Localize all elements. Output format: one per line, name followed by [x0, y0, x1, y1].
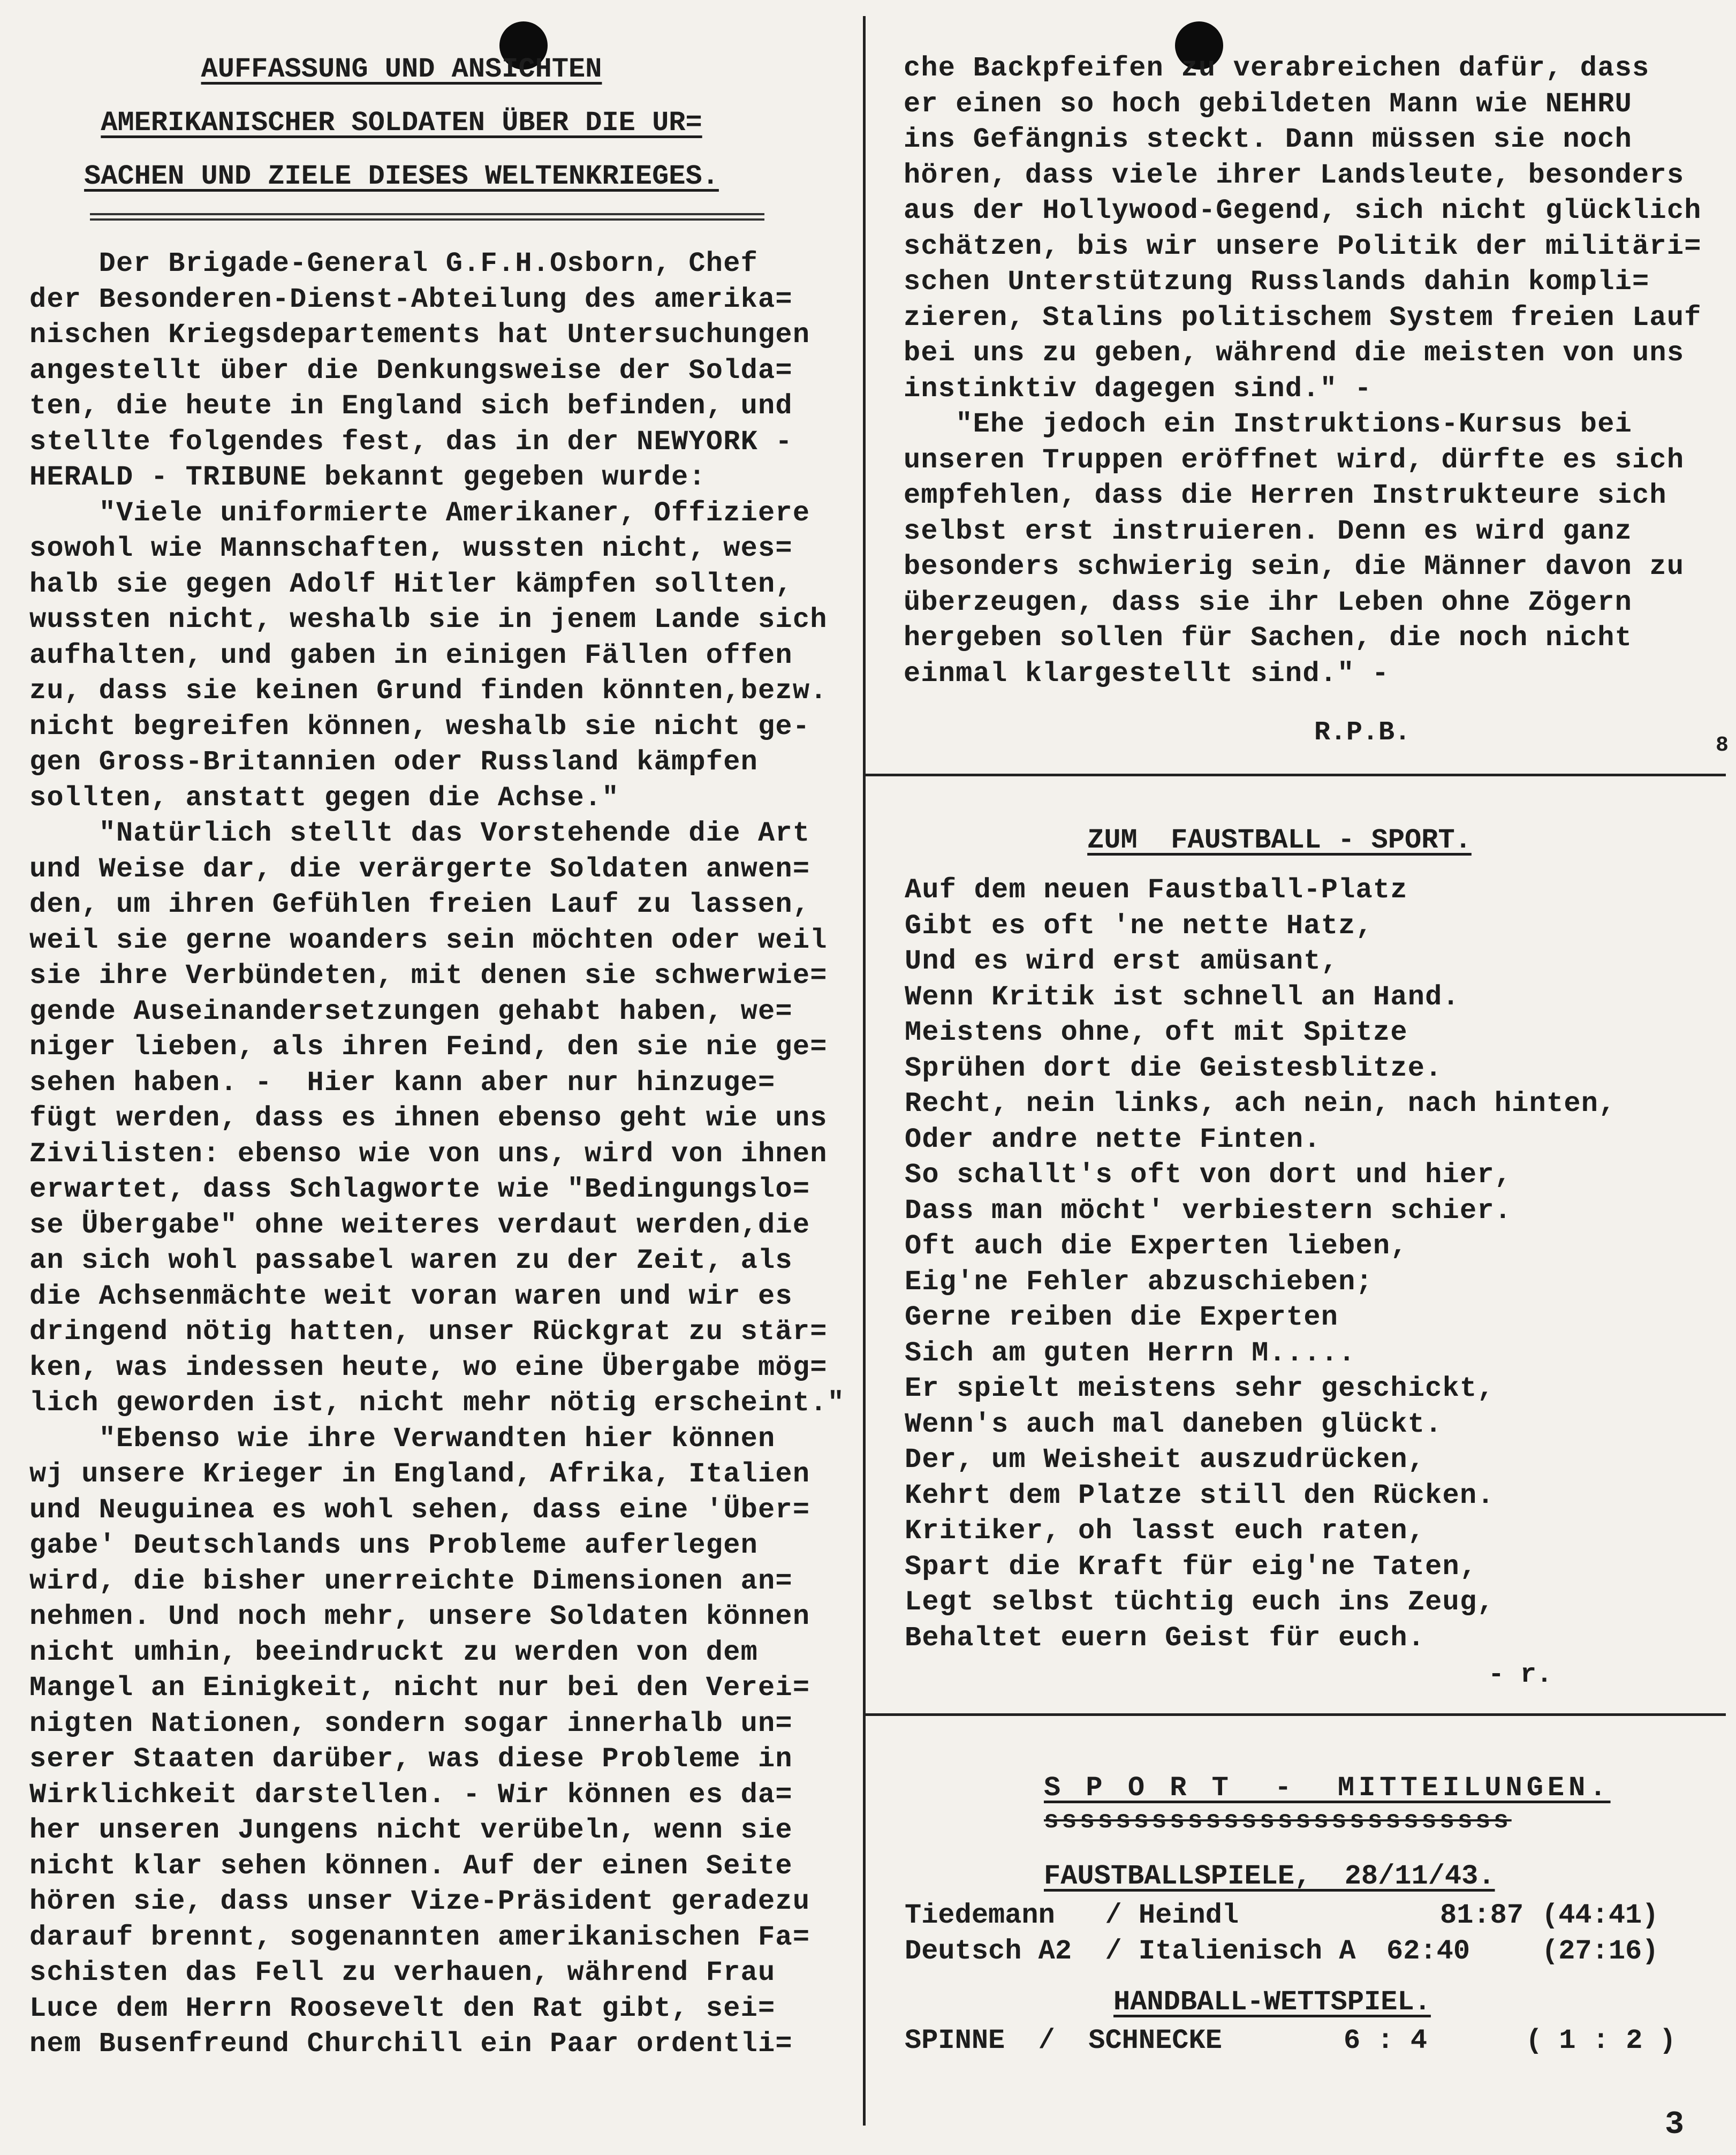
article-title-line-3: SACHEN UND ZIELE DIESES WELTENKRIEGES.	[84, 161, 719, 192]
body-text-line: se Übergabe" ohne weiteres verdaut werden,die	[29, 1209, 810, 1241]
poem-line: Spart die Kraft für eig'ne Taten,	[905, 1551, 1477, 1583]
poem-line: Oder andre nette Finten.	[905, 1123, 1321, 1155]
body-text-line: sie ihre Verbündeten, mit denen sie schwerwie=	[29, 960, 828, 992]
body-text-line: hergeben sollen für Sachen, die noch nicht	[904, 622, 1633, 654]
poem-line: Und es wird erst amüsant,	[905, 946, 1339, 977]
body-text-line: selbst erst instruieren. Denn es wird ganz	[904, 515, 1633, 547]
poem-line: Oft auch die Experten lieben,	[905, 1230, 1408, 1262]
sport-header: S P O R T - MITTEILUNGEN.	[1044, 1772, 1611, 1804]
body-text-line: hören, dass viele ihrer Landsleute, besonders	[904, 159, 1685, 191]
body-text-line: fügt werden, dass es ihnen ebenso geht wie uns	[29, 1102, 828, 1134]
poem-line: Er spielt meistens sehr geschickt,	[905, 1373, 1495, 1404]
body-text-line: schisten das Fell zu verhauen, während Frau	[29, 1957, 776, 1988]
body-text-line: sehen haben. - Hier kann aber nur hinzuge=	[29, 1067, 776, 1099]
body-text-line: gende Auseinandersetzungen gehabt haben, we=	[29, 995, 793, 1027]
body-text-line: angestellt über die Denkungsweise der Solda=	[29, 354, 793, 387]
body-text-line: Luce dem Herrn Roosevelt den Rat gibt, sei=	[29, 1992, 776, 2024]
body-text-line: wird, die bisher unerreichte Dimensionen an=	[29, 1565, 793, 1597]
faustball-row-1-half: (44:41)	[1542, 1900, 1659, 1931]
body-text-line: wj unsere Krieger in England, Afrika, Italien	[29, 1458, 810, 1490]
body-text-line: ins Gefängnis steckt. Dann müssen sie noch	[904, 124, 1633, 155]
poem-line: Eig'ne Fehler abzuschieben;	[905, 1266, 1373, 1298]
body-text-line: bei uns zu geben, während die meisten von uns	[904, 337, 1685, 369]
body-text-line: weil sie gerne woanders sein möchten oder weil	[29, 924, 828, 956]
body-text-line: und Weise dar, die verärgerte Soldaten anwen=	[29, 853, 810, 885]
body-text-line: die Achsenmächte weit voran waren und wir es	[29, 1280, 793, 1312]
poem-line: Sprühen dort die Geistesblitze.	[905, 1052, 1443, 1084]
body-text-line: ten, die heute in England sich befinden, und	[29, 390, 793, 422]
body-text-line: nicht begreifen können, weshalb sie nicht ge-	[29, 710, 810, 743]
body-text-line: instinktiv dagegen sind." -	[904, 373, 1372, 405]
body-text-line: hören sie, dass unser Vize-Präsident geradezu	[29, 1886, 810, 1917]
poem-line: Legt selbst tüchtig euch ins Zeug,	[905, 1586, 1495, 1618]
body-text-line: stellte folgendes fest, das in der NEWYORK -	[29, 426, 793, 458]
body-text-line: nischen Kriegsdepartements hat Untersuchungen	[29, 319, 810, 351]
body-text-line: halb sie gegen Adolf Hitler kämpfen sollten,	[29, 568, 793, 600]
body-text-line: her unseren Jungens nicht verübeln, wenn sie	[29, 1814, 793, 1846]
body-text-line: einmal klargestellt sind." -	[904, 657, 1390, 690]
sport-header-rule: ssssssssssssssssssssssssss	[1044, 1807, 1512, 1835]
body-text-line: serer Staaten darüber, was diese Probleme in	[29, 1743, 793, 1775]
handball-row-teams: SPINNE / SCHNECKE	[905, 2025, 1222, 2056]
body-text-line: empfehlen, dass die Herren Instrukteure sich	[904, 480, 1667, 511]
article-continuation	[904, 51, 1717, 692]
body-text-line: und Neuguinea es wohl sehen, dass eine 'Über=	[29, 1494, 810, 1526]
section-rule-2	[863, 1713, 1726, 1716]
poem-line: Kritiker, oh lasst euch raten,	[905, 1515, 1426, 1547]
poem-line: Kehrt dem Platze still den Rücken.	[905, 1479, 1495, 1511]
faustball-row-2-score: 62:40	[1386, 1935, 1470, 1967]
body-text-line: der Besonderen-Dienst-Abteilung des amerika=	[29, 283, 793, 315]
body-text-line: aufhalten, und gaben in einigen Fällen offen	[29, 639, 793, 671]
poem-line: Sich am guten Herrn M.....	[905, 1337, 1356, 1369]
article-title-line-2: AMERIKANISCHER SOLDATEN ÜBER DIE UR=	[101, 107, 702, 139]
faustball-row-1-teams: Tiedemann / Heindl	[905, 1900, 1239, 1931]
handball-heading: HANDBALL-WETTSPIEL.	[1113, 1986, 1431, 2018]
title-double-rule	[90, 213, 764, 221]
article-signature: R.P.B.	[1314, 717, 1411, 748]
body-text-line: Mangel an Einigkeit, nicht nur bei den Verei=	[29, 1672, 810, 1704]
body-text-line: erwartet, dass Schlagworte wie "Bedingungslo=	[29, 1174, 810, 1205]
body-text-line: an sich wohl passabel waren zu der Zeit, als	[29, 1245, 793, 1276]
poem-line: Recht, nein links, ach nein, nach hinten,	[905, 1088, 1616, 1120]
body-text-line: dringend nötig hatten, unser Rückgrat zu stär=	[29, 1316, 828, 1348]
body-text-line: gen Gross-Britannien oder Russland kämpfen	[29, 746, 759, 778]
poem-title: ZUM FAUSTBALL - SPORT.	[1087, 825, 1472, 856]
poem-line: Gerne reiben die Experten	[905, 1302, 1339, 1333]
poem-line: Behaltet euern Geist für euch.	[905, 1622, 1426, 1654]
faustball-row-1-score: 81:87	[1440, 1900, 1524, 1931]
column-divider	[863, 16, 866, 2126]
margin-mark: 8	[1716, 734, 1729, 758]
section-rule-1	[863, 774, 1726, 776]
body-text-line: schen Unterstützung Russlands dahin kompli=	[904, 266, 1650, 298]
body-text-line: ken, was indessen heute, wo eine Übergabe mög=	[29, 1351, 828, 1383]
body-text-line: zu, dass sie keinen Grund finden könnten,bezw.	[29, 675, 828, 707]
body-text-line: nicht umhin, beeindruckt zu werden von dem	[29, 1636, 759, 1668]
article-title-line-1: AUFFASSUNG UND ANSICHTEN	[201, 54, 602, 85]
body-text-line: schätzen, bis wir unsere Politik der militäri=	[904, 230, 1702, 262]
body-text-line: aus der Hollywood-Gegend, sich nicht glücklich	[904, 195, 1702, 226]
handball-row-score: 6 : 4	[1344, 2025, 1428, 2056]
poem-body	[905, 873, 1708, 1656]
body-text-line: "Natürlich stellt das Vorstehende die Art	[29, 818, 810, 849]
body-text-line: sollten, anstatt gegen die Achse."	[29, 782, 619, 814]
poem-line: Meistens ohne, oft mit Spitze	[905, 1017, 1408, 1048]
body-text-line: nehmen. Und noch mehr, unsere Soldaten können	[29, 1601, 810, 1632]
handball-row-half: ( 1 : 2 )	[1526, 2025, 1676, 2056]
body-text-line: darauf brennt, sogenannten amerikanischen Fa=	[29, 1921, 810, 1953]
body-text-line: Wirklichkeit darstellen. - Wir können es da=	[29, 1779, 793, 1811]
body-text-line: HERALD - TRIBUNE bekannt gegeben wurde:	[29, 462, 706, 493]
body-text-line: er einen so hoch gebildeten Mann wie NEHRU	[904, 88, 1633, 120]
body-text-line: "Ehe jedoch ein Instruktions-Kursus bei	[904, 409, 1633, 440]
body-text-line: zieren, Stalins politischem System freien Lauf	[904, 301, 1702, 334]
poem-line: Gibt es oft 'ne nette Hatz,	[905, 910, 1373, 942]
body-text-line: "Viele uniformierte Amerikaner, Offiziere	[29, 497, 810, 529]
body-text-line: nem Busenfreund Churchill ein Paar ordentli=	[29, 2028, 793, 2060]
poem-signature: - r.	[1488, 1660, 1553, 1690]
faustball-row-2-half: (27:16)	[1542, 1935, 1659, 1967]
poem-line: Der, um Weisheit auszudrücken,	[905, 1444, 1426, 1476]
poem-line: Dass man möcht' verbiestern schier.	[905, 1194, 1512, 1227]
body-text-line: wussten nicht, weshalb sie in jenem Lande sich	[29, 604, 828, 636]
body-text-line: sowohl wie Mannschaften, wussten nicht, wes=	[29, 533, 793, 564]
body-text-line: "Ebenso wie ihre Verwandten hier können	[29, 1423, 776, 1455]
body-text-line: unseren Truppen eröffnet wird, dürfte es sich	[904, 444, 1685, 476]
poem-line: Auf dem neuen Faustball-Platz	[905, 874, 1408, 906]
article-body	[29, 246, 856, 2062]
body-text-line: überzeugen, dass sie ihr Leben ohne Zögern	[904, 586, 1633, 618]
body-text-line: nicht klar sehen können. Auf der einen Seite	[29, 1850, 793, 1882]
faustball-row-2-teams: Deutsch A2 / Italienisch A	[905, 1935, 1356, 1967]
poem-line: Wenn's auch mal daneben glückt.	[905, 1408, 1443, 1440]
body-text-line: besonders schwierig sein, die Männer davon zu	[904, 551, 1685, 583]
body-text-line: gabe' Deutschlands uns Probleme auferlegen	[29, 1530, 759, 1561]
body-text-line: Zivilisten: ebenso wie von uns, wird von ihnen	[29, 1138, 828, 1170]
page-number: 3	[1665, 2107, 1685, 2143]
faustball-heading: FAUSTBALLSPIELE, 28/11/43.	[1044, 1861, 1495, 1892]
body-text-line: nigten Nationen, sondern sogar innerhalb un=	[29, 1707, 793, 1740]
poem-line: Wenn Kritik ist schnell an Hand.	[905, 981, 1460, 1013]
poem-line: So schallt's oft von dort und hier,	[905, 1159, 1512, 1191]
body-text-line: Der Brigade-General G.F.H.Osborn, Chef	[29, 248, 759, 279]
body-text-line: lich geworden ist, nicht mehr nötig erscheint."	[29, 1387, 845, 1419]
body-text-line: den, um ihren Gefühlen freien Lauf zu lassen,	[29, 889, 810, 920]
body-text-line: che Backpfeifen zu verabreichen dafür, dass	[904, 52, 1650, 84]
body-text-line: niger lieben, als ihren Feind, den sie nie ge=	[29, 1031, 828, 1063]
